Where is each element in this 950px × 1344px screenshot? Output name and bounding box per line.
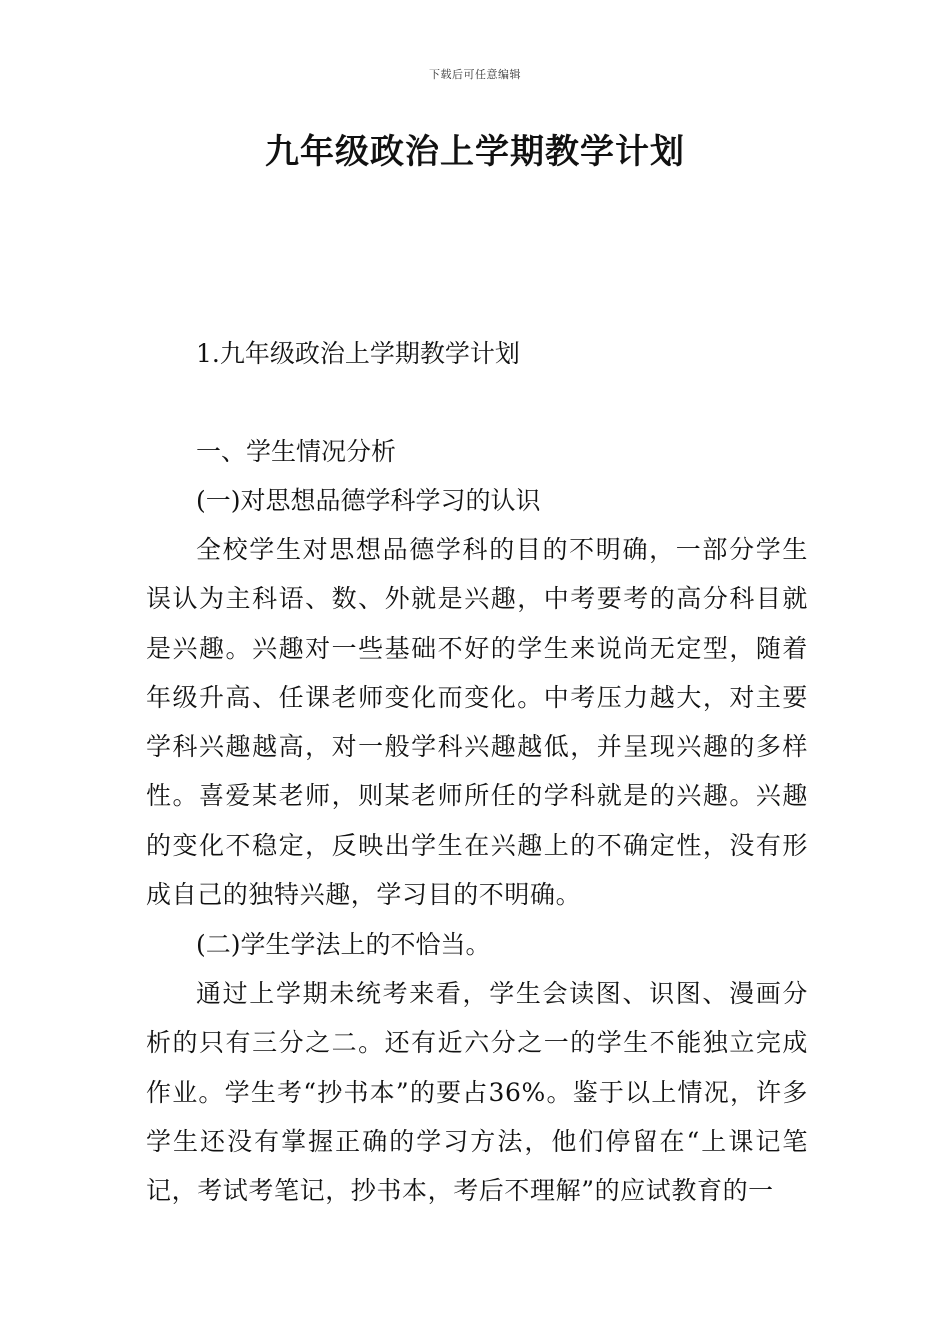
item-heading: 1.九年级政治上学期教学计划 <box>196 339 520 368</box>
paragraph: 全校学生对思想品德学科的目的不明确，一部分学生误认为主科语、数、外就是兴趣，中考要考的高分科目就是兴趣。兴趣对一些基础不好的学生来说尚无定型，随着年级升高、任课老师变化而变化。中考压力越大，对主要学科兴趣越高，对一般学科兴趣越低，并呈现兴趣的多样性。喜爱某老师，则某老师所任的学科就是的兴趣。兴趣的变化不稳定，反映出学生在兴趣上的不确定性，没有形成自己的独特兴趣，学习目的不明确。 <box>146 535 808 910</box>
header-note: 下载后可任意编辑 <box>429 68 521 81</box>
document-title: 九年级政治上学期教学计划 <box>265 132 685 172</box>
section-heading: 一、学生情况分析 <box>196 437 397 466</box>
subsection-heading: (一)对思想品德学科学习的认识 <box>196 486 541 515</box>
subsection-heading: (二)学生学法上的不恰当。 <box>196 930 491 959</box>
paragraph: 通过上学期未统考来看，学生会读图、识图、漫画分析的只有三分之二。还有近六分之一的学生不能独立完成作业。学生考“抄书本”的要占36%。鉴于以上情况，许多学生还没有掌握正确的学习方法，他们停留在“上课记笔记，考试考笔记，抄书本，考后不理解”的应试教育的一 <box>146 979 808 1206</box>
